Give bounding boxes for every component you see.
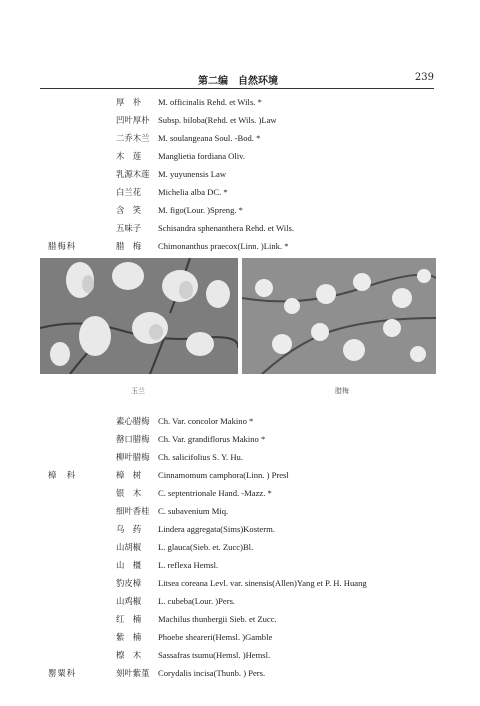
figure-caption-wintersweet: 腊梅 — [335, 387, 349, 395]
latin-name: Ch. Var. concolor Makino * — [158, 416, 254, 426]
chinese-name: 罄口腊梅 — [116, 434, 150, 444]
species-entry — [0, 432, 480, 446]
chinese-name: 乳源木莲 — [116, 169, 150, 179]
family-name: 罂粟科 — [48, 668, 77, 678]
latin-name: M. yuyunensis Law — [158, 169, 227, 179]
chinese-name: 紫 楠 — [116, 632, 142, 642]
chinese-name: 山 橿 — [116, 560, 142, 570]
latin-name: M. figo(Lour. )Spreng. * — [158, 205, 243, 215]
latin-name: Ch. Var. grandiflorus Makino * — [158, 434, 266, 444]
figure-caption-magnolia: 玉兰 — [131, 387, 145, 395]
page-header — [40, 72, 434, 86]
species-entry — [0, 612, 480, 626]
species-entry — [0, 486, 480, 500]
latin-name: Lindera aggregata(Sims)Kosterm. — [158, 524, 275, 534]
latin-name: C. septentrionale Hand. -Mazz. * — [158, 488, 272, 498]
latin-name: L. cubeba(Lour. )Pers. — [158, 596, 236, 606]
magnolia-image — [40, 258, 238, 374]
chinese-name: 柳叶腊梅 — [116, 452, 150, 462]
latin-name: Subsp. biloba(Rehd. et Wils. )Law — [158, 115, 277, 125]
latin-name: Schisandra sphenanthera Rehd. et Wils. — [158, 223, 295, 233]
species-entry — [0, 576, 480, 590]
species-entry — [0, 185, 480, 199]
chinese-name: 豹皮樟 — [116, 578, 142, 588]
chinese-name: 厚 朴 — [116, 97, 142, 107]
species-entry — [0, 504, 480, 518]
chinese-name: 刻叶紫堇 — [116, 668, 150, 678]
page-number: 239 — [414, 72, 434, 83]
species-entry — [0, 239, 480, 253]
wintersweet-image — [242, 258, 436, 374]
species-entry — [0, 630, 480, 644]
chinese-name: 白兰花 — [116, 187, 142, 197]
species-entry — [0, 540, 480, 554]
chinese-name: 乌 药 — [116, 524, 142, 534]
species-entry — [0, 167, 480, 181]
species-entry — [0, 666, 480, 680]
latin-name: M. officinalis Rehd. et Wils. * — [158, 97, 262, 107]
chinese-name: 檫 木 — [116, 650, 142, 660]
latin-name: Ch. salicifolius S. Y. Hu. — [158, 452, 243, 462]
species-entry — [0, 203, 480, 217]
species-entry — [0, 131, 480, 145]
latin-name: Machilus thunbergii Sieb. et Zucc. — [158, 614, 277, 624]
species-entry — [0, 95, 480, 109]
chinese-name: 山胡椒 — [116, 542, 142, 552]
chinese-name: 含 笑 — [116, 205, 142, 215]
latin-name: L. reflexa Hemsl. — [158, 560, 219, 570]
header-rule — [40, 88, 434, 89]
chinese-name: 樟 树 — [116, 470, 142, 480]
species-entry — [0, 221, 480, 235]
chinese-name: 素心腊梅 — [116, 416, 150, 426]
latin-name: Sassafras tsumu(Hemsl. )Hemsl. — [158, 650, 271, 660]
chinese-name: 二乔木兰 — [116, 133, 150, 143]
latin-name: L. glauca(Sieb. et. Zucc)Bl. — [158, 542, 254, 552]
latin-name: Litsea coreana Levl. var. sinensis(Allen)Yang et P. H. Huang — [158, 578, 367, 588]
latin-name: Cinnamomum camphora(Linn. ) Presl — [158, 470, 289, 480]
latin-name: Phoebe sheareri(Hemsl. )Gamble — [158, 632, 273, 642]
latin-name: Manglietia fordiana Oliv. — [158, 151, 246, 161]
chinese-name: 细叶香桂 — [116, 506, 150, 516]
species-entry — [0, 522, 480, 536]
chinese-name: 红 楠 — [116, 614, 142, 624]
wintersweet-photo — [242, 258, 436, 374]
chinese-name: 银 木 — [116, 488, 142, 498]
family-name: 腊梅科 — [48, 241, 77, 251]
species-entry — [0, 558, 480, 572]
section-title: 第二编 自然环境 — [198, 76, 278, 87]
latin-name: M. soulangeana Soul. -Bod. * — [158, 133, 261, 143]
species-entry — [0, 450, 480, 464]
species-entry — [0, 149, 480, 163]
chinese-name: 凹叶厚朴 — [116, 115, 150, 125]
latin-name: Corydalis incisa(Thunb. ) Pers. — [158, 668, 266, 678]
chinese-name: 腊 梅 — [116, 241, 142, 251]
species-entry — [0, 113, 480, 127]
latin-name: Michelia alba DC. * — [158, 187, 228, 197]
family-name: 樟 科 — [48, 470, 77, 480]
chinese-name: 五味子 — [116, 223, 142, 233]
species-entry — [0, 468, 480, 482]
species-entry — [0, 648, 480, 662]
magnolia-photo — [40, 258, 238, 374]
latin-name: C. subavenium Miq. — [158, 506, 229, 516]
latin-name: Chimonanthus praecox(Linn. )Link. * — [158, 241, 289, 251]
chinese-name: 山鸡椒 — [116, 596, 142, 606]
species-entry — [0, 594, 480, 608]
species-entry — [0, 414, 480, 428]
chinese-name: 木 莲 — [116, 151, 142, 161]
